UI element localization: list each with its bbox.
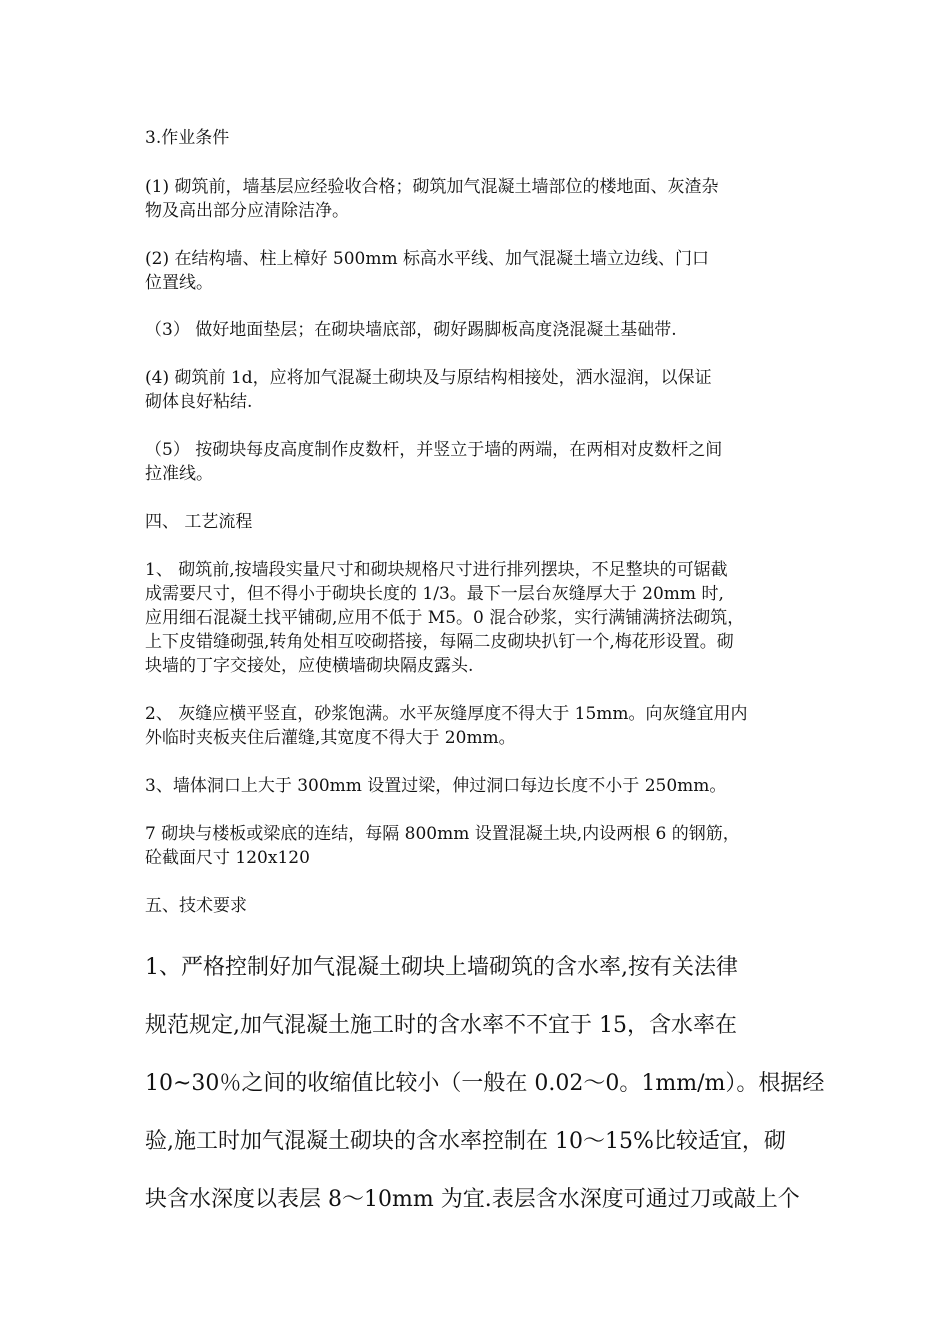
text-line: 块墙的丁字交接处，应使横墙砌块隔皮露头.: [145, 656, 474, 676]
text-line: 砌体良好粘结.: [145, 392, 253, 412]
condition-item-3: [145, 318, 810, 342]
text-line: 规范规定,加气混凝土施工时的含水率不不宜于 15，含水率在: [145, 1013, 737, 1038]
text-line: 应用细石混凝土找平铺砌,应用不低于 M5。0 混合砂浆，实行满铺满挤法砌筑，: [145, 608, 745, 628]
text-line: 验,施工时加气混凝土砌块的含水率控制在 10～15%比较适宜，砌: [145, 1129, 786, 1154]
text-line: 1、严格控制好加气混凝土砌块上墙砌筑的含水率,按有关法律: [145, 955, 738, 980]
process-item-3: [145, 774, 810, 798]
condition-item-4: [145, 366, 810, 414]
process-item-2: [145, 702, 810, 750]
text-line: 2、 灰缝应横平竖直，砂浆饱满。水平灰缝厚度不得大于 15mm。向灰缝宜用内: [145, 704, 748, 724]
text-line: (1) 砌筑前，墙基层应经验收合格；砌筑加气混凝土墙部位的楼地面、灰渣杂: [145, 177, 719, 197]
section-3-heading: 3.作业条件: [145, 128, 230, 148]
process-item-7: [145, 822, 810, 870]
text-line: 7 砌块与楼板或梁底的连结，每隔 800mm 设置混凝土块,内设两根 6 的钢筋，: [145, 824, 740, 844]
condition-item-1: [145, 175, 810, 223]
condition-item-2: [145, 247, 810, 295]
text-line: 10~30％之间的收缩值比较小（一般在 0.02～0。1mm/m）。根据经: [145, 1071, 825, 1096]
technical-requirement-paragraph: [145, 939, 825, 1229]
text-line: （5） 按砌块每皮高度制作皮数杆，并竖立于墙的两端，在两相对皮数杆之间: [145, 440, 723, 460]
text-line: 位置线。: [145, 273, 213, 293]
process-item-1: [145, 558, 810, 678]
text-line: （3） 做好地面垫层；在砌块墙底部，砌好踢脚板高度浇混凝土基础带.: [145, 320, 677, 340]
section-5-heading: 五、技术要求: [145, 896, 247, 916]
text-line: 拉准线。: [145, 464, 213, 484]
section-4-heading: 四、 工艺流程: [145, 512, 253, 532]
condition-item-5: [145, 438, 810, 486]
text-line: 1、 砌筑前,按墙段实量尺寸和砌块规格尺寸进行排列摆块，不足整块的可锯截: [145, 560, 728, 580]
text-line: 成需要尺寸，但不得小于砌块长度的 1/3。最下一层台灰缝厚大于 20mm 时,: [145, 584, 724, 604]
text-line: (2) 在结构墙、柱上樟好 500mm 标高水平线、加气混凝土墙立边线、门口: [145, 249, 709, 269]
text-line: 块含水深度以表层 8～10mm 为宜.表层含水深度可通过刀或敲上个: [145, 1187, 800, 1212]
text-line: 外临时夹板夹住后灌缝,其宽度不得大于 20mm。: [145, 728, 516, 748]
text-line: (4) 砌筑前 1d，应将加气混凝土砌块及与原结构相接处，洒水湿润，以保证: [145, 368, 712, 388]
text-line: 砼截面尺寸 120x120: [145, 848, 310, 868]
text-line: 上下皮错缝砌强,转角处相互咬砌搭接，每隔二皮砌块扒钉一个,梅花形设置。砌: [145, 632, 734, 652]
text-line: 物及高出部分应清除洁净。: [145, 201, 349, 221]
text-line: 3、墙体洞口上大于 300mm 设置过梁，伸过洞口每边长度不小于 250mm。: [145, 776, 727, 796]
